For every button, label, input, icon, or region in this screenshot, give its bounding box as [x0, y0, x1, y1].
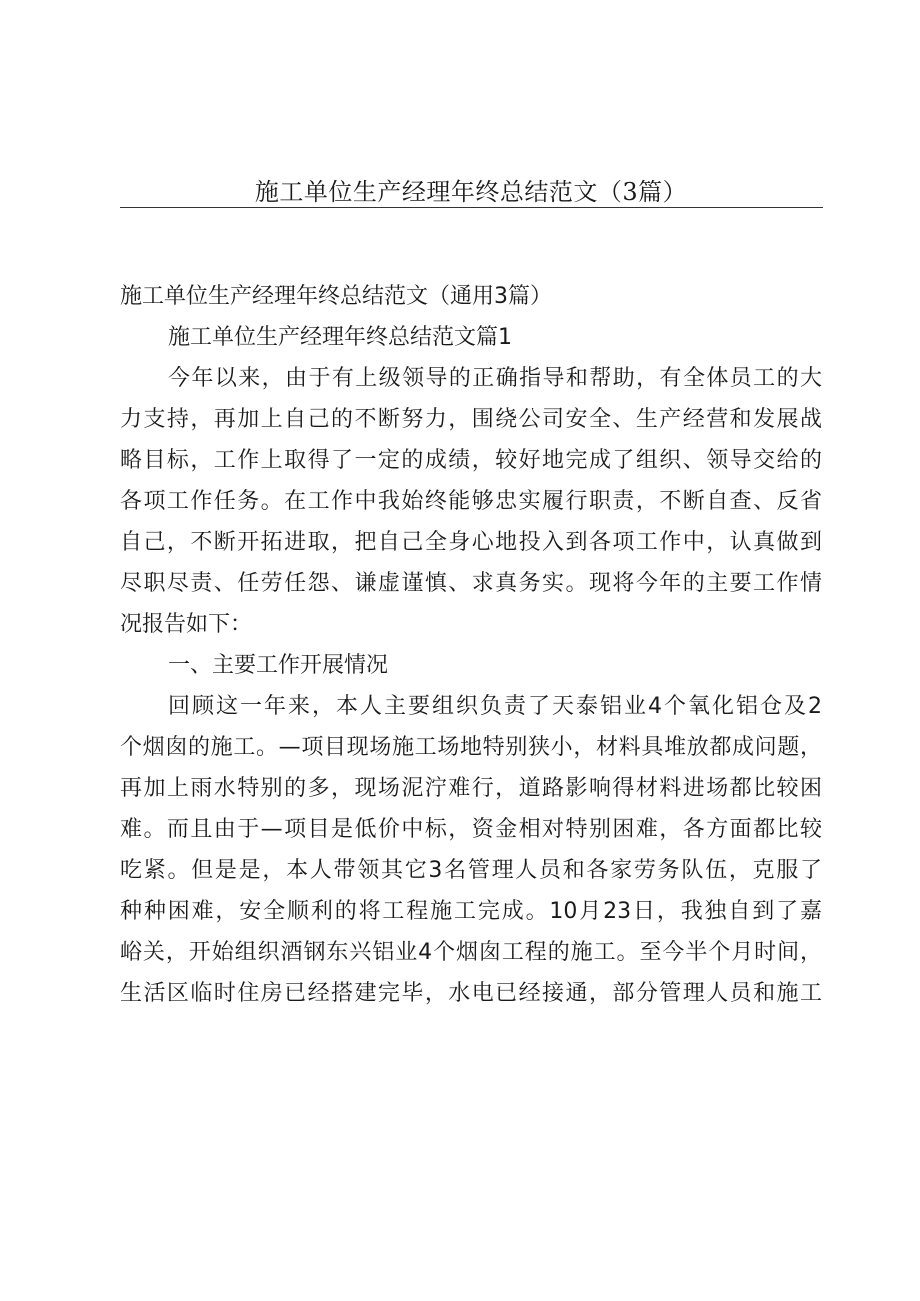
paragraph-line: 峪关，开始组织酒钢东兴铝业4个烟囱工程的施工。至今半个月时间， [120, 940, 822, 965]
paragraph-line: 生活区临时住房已经搭建完毕，水电已经接通，部分管理人员和施工 [120, 981, 822, 1006]
paragraph-line: 回顾这一年来，本人主要组织负责了天泰铝业4个氧化铝仓及2 [168, 694, 822, 719]
section-heading: 施工单位生产经理年终总结范文篇1 [168, 325, 512, 350]
paragraph-line: 今年以来，由于有上级领导的正确指导和帮助，有全体员工的大 [168, 366, 822, 391]
paragraph-line: 吃紧。但是是，本人带领其它3名管理人员和各家劳务队伍，克服了 [120, 858, 822, 883]
paragraph-intro [120, 358, 822, 645]
document-subtitle: 施工单位生产经理年终总结范文（通用3篇） [120, 284, 552, 309]
paragraph-line: 自己，不断开拓进取，把自己全身心地投入到各项工作中，认真做到 [120, 530, 822, 555]
paragraph-line: 再加上雨水特别的多，现场泥泞难行，道路影响得材料进场都比较困 [120, 776, 822, 801]
paragraph-line: 难。而且由于—项目是低价中标，资金相对特别困难，各方面都比较 [120, 817, 822, 842]
paragraph-line: 各项工作任务。在工作中我始终能够忠实履行职责，不断自查、反省 [120, 489, 822, 514]
document-title: 施工单位生产经理年终总结范文（3篇） [254, 178, 688, 206]
document-body [120, 276, 822, 1014]
paragraph-line: 况报告如下： [120, 612, 253, 637]
paragraph-review [120, 686, 822, 1014]
paragraph-line: 种种困难，安全顺利的将工程施工完成。10月23日，我独自到了嘉 [120, 899, 822, 924]
paragraph-line: 个烟囱的施工。—项目现场施工场地特别狭小，材料具堆放都成问题， [120, 735, 822, 760]
paragraph-line: 力支持，再加上自己的不断努力，围绕公司安全、生产经营和发展战 [120, 407, 822, 432]
paragraph-line: 略目标，工作上取得了一定的成绩，较好地完成了组织、领导交给的 [120, 448, 822, 473]
title-underline [120, 207, 823, 208]
heading-main-work: 一、主要工作开展情况 [168, 653, 389, 678]
paragraph-line: 尽职尽责、任劳任怨、谦虚谨慎、求真务实。现将今年的主要工作情 [120, 571, 822, 596]
